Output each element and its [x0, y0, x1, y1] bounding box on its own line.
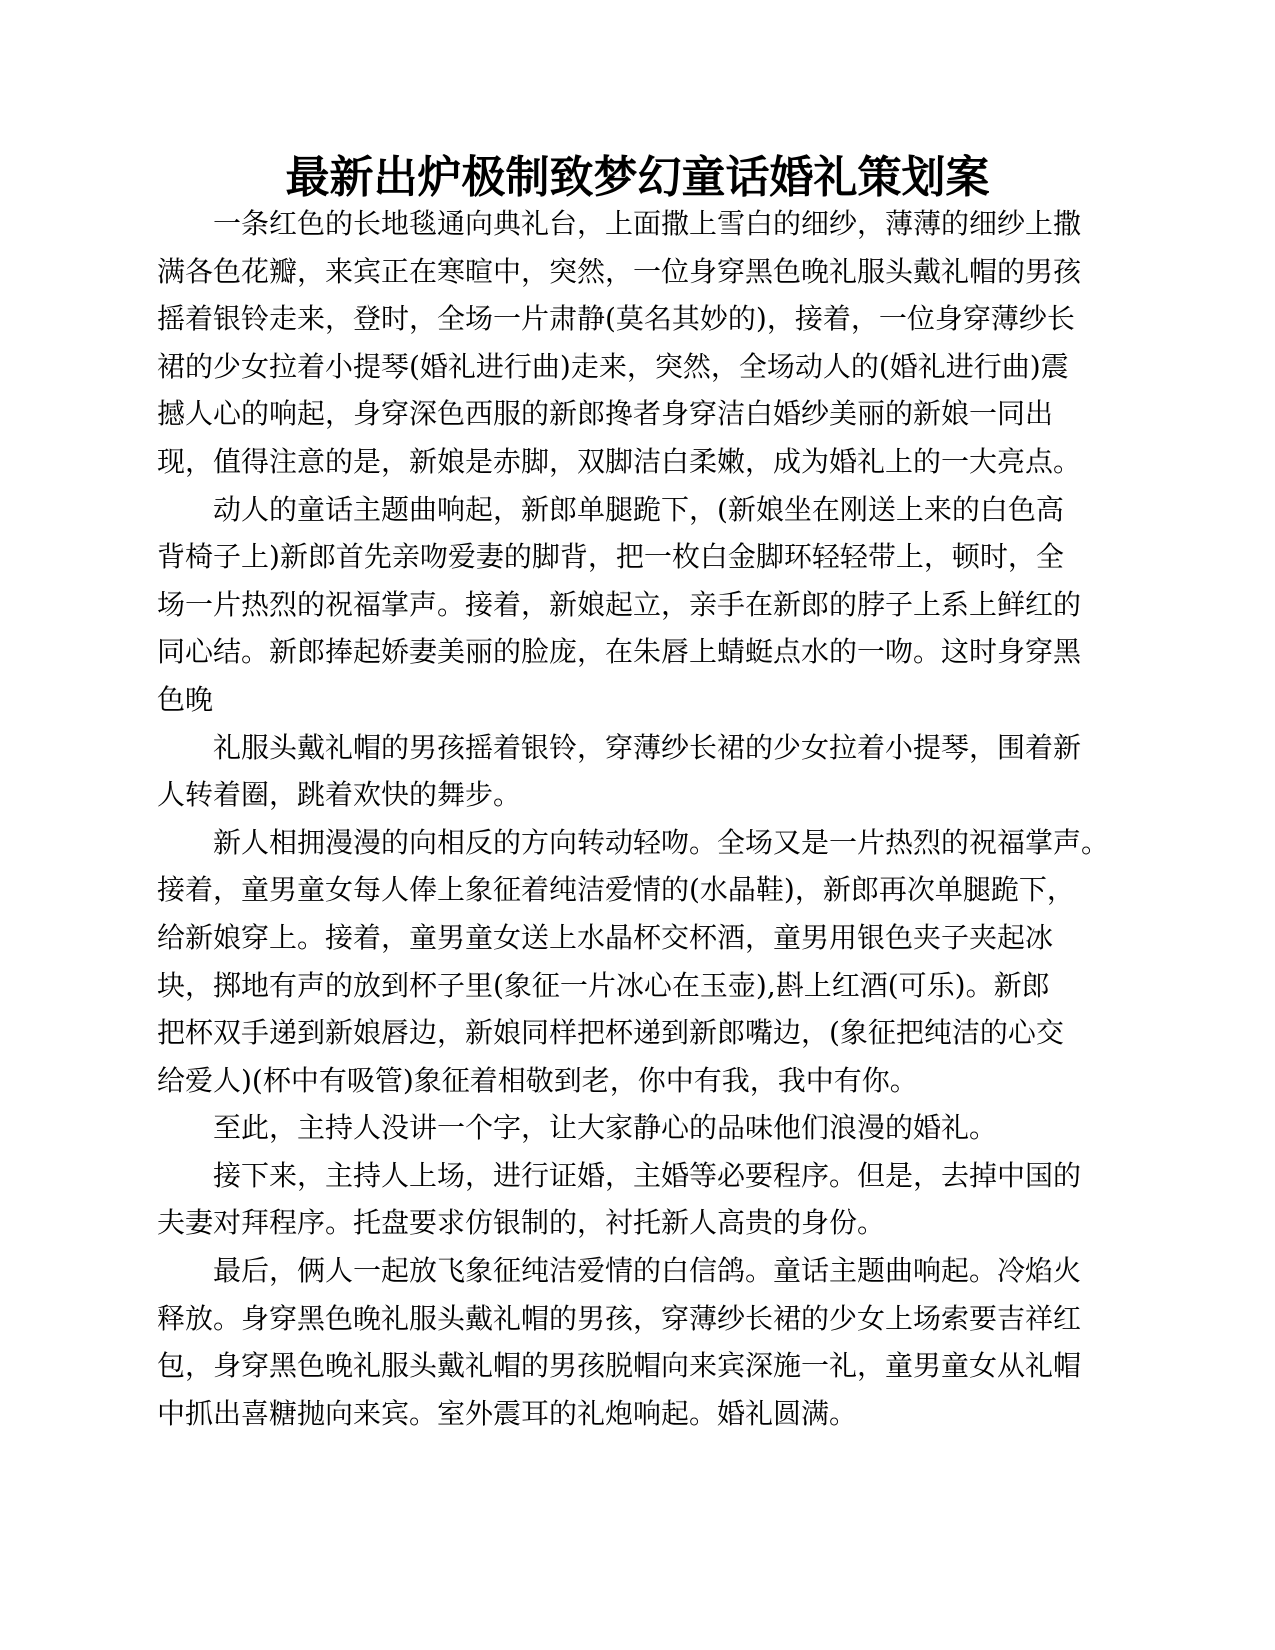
text-line: 背椅子上)新郎首先亲吻爱妻的脚背，把一枚白金脚环轻轻带上，顿时，全: [157, 540, 1064, 574]
text-line: 接下来，主持人上场，进行证婚，主婚等必要程序。但是，去掉中国的: [213, 1158, 1082, 1192]
text-line: 块，掷地有声的放到杯子里(象征一片冰心在玉壶),斟上红酒(可乐)。新郎: [157, 968, 1050, 1002]
text-line: 人转着圈，跳着欢快的舞步。: [157, 778, 522, 812]
text-line: 摇着银铃走来，登时，全场一片肃静(莫名其妙的)，接着，一位身穿薄纱长: [157, 302, 1075, 336]
text-line: 色晚: [157, 682, 214, 716]
document-title: 最新出炉极制致梦幻童话婚礼策划案: [285, 152, 990, 203]
text-line: 礼服头戴礼帽的男孩摇着银铃，穿薄纱长裙的少女拉着小提琴，围着新: [213, 730, 1082, 764]
text-line: 现，值得注意的是，新娘是赤脚，双脚洁白柔嫩，成为婚礼上的一大亮点。: [157, 444, 1082, 478]
text-line: 同心结。新郎捧起娇妻美丽的脸庞，在朱唇上蜻蜓点水的一吻。这时身穿黑: [157, 635, 1082, 669]
text-line: 中抓出喜糖抛向来宾。室外震耳的礼炮响起。婚礼圆满。: [157, 1396, 858, 1430]
text-line: 动人的童话主题曲响起，新郎单腿跪下，(新娘坐在刚送上来的白色高: [213, 492, 1064, 526]
text-line: 夫妻对拜程序。托盘要求仿银制的，衬托新人高贵的身份。: [157, 1206, 886, 1240]
text-line: 新人相拥漫漫的向相反的方向转动轻吻。全场又是一片热烈的祝福掌声。: [213, 825, 1110, 859]
text-line: 至此，主持人没讲一个字，让大家静心的品味他们浪漫的婚礼。: [213, 1111, 998, 1145]
text-line: 满各色花瓣，来宾正在寒暄中，突然，一位身穿黑色晚礼服头戴礼帽的男孩: [157, 254, 1082, 288]
text-line: 最后，俩人一起放飞象征纯洁爱情的白信鸽。童话主题曲响起。冷焰火: [213, 1254, 1082, 1288]
text-line: 一条红色的长地毯通向典礼台，上面撒上雪白的细纱，薄薄的细纱上撒: [213, 207, 1082, 240]
text-line: 包，身穿黑色晚礼服头戴礼帽的男孩脱帽向来宾深施一礼，童男童女从礼帽: [157, 1349, 1082, 1383]
text-line: 给爱人)(杯中有吸管)象征着相敬到老，你中有我，我中有你。: [157, 1063, 918, 1097]
text-line: 裙的少女拉着小提琴(婚礼进行曲)走来，突然，全场动人的(婚礼进行曲)震: [157, 349, 1069, 383]
text-line: 把杯双手递到新娘唇边，新娘同样把杯递到新郎嘴边，(象征把纯洁的心交: [157, 1016, 1064, 1050]
text-line: 撼人心的响起，身穿深色西服的新郎搀者身穿洁白婚纱美丽的新娘一同出: [157, 397, 1054, 431]
document-body: [157, 200, 1137, 1437]
text-line: 给新娘穿上。接着，童男童女送上水晶杯交杯酒，童男用银色夹子夹起冰: [157, 920, 1054, 954]
text-line: 场一片热烈的祝福掌声。接着，新娘起立，亲手在新郎的脖子上系上鲜红的: [157, 587, 1082, 621]
text-line: 释放。身穿黑色晚礼服头戴礼帽的男孩，穿薄纱长裙的少女上场索要吉祥红: [157, 1301, 1082, 1335]
text-line: 接着，童男童女每人俸上象征着纯洁爱情的(水晶鞋)，新郎再次单腿跪下，: [157, 873, 1075, 907]
